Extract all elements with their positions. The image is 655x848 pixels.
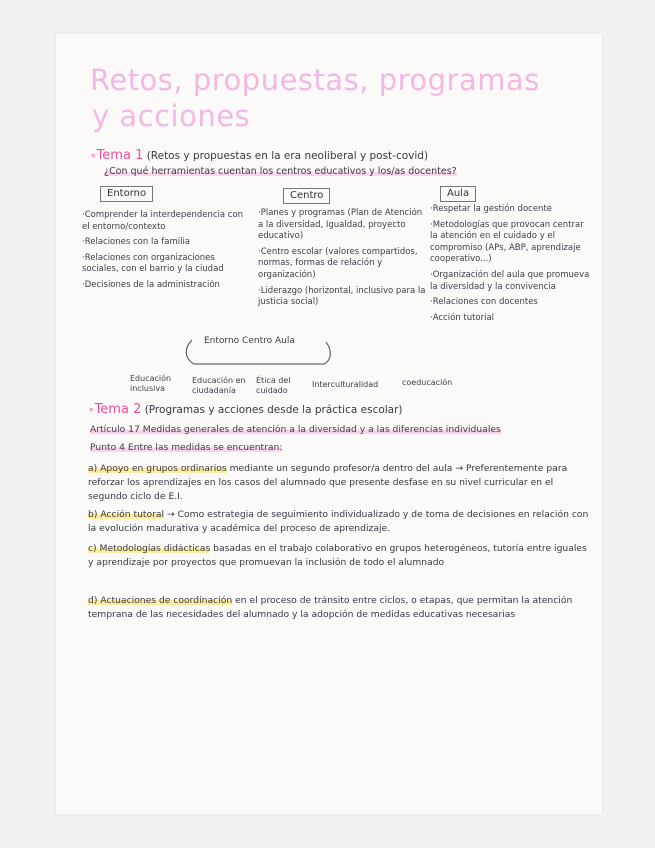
measure-c-text: basadas en el trabajo colaborativo en grupos heterogéneos, tutoría entre iguales y aprendizaje por proyectos que promuevan la inclusión de todo el alumnado: [88, 543, 587, 568]
measure-a-label: a) Apoyo en grupos ordinarios: [88, 463, 227, 474]
tema1-subtitle: (Retos y propuestas en la era neoliberal y post-covid): [146, 150, 429, 162]
aula-item: ·Organización del aula que promueva la diversidad y la convivencia: [430, 269, 590, 292]
measure-d-text: en el proceso de tránsito entre ciclos, o etapas, que permitan la atención temprana de las necesidades del alumnado y la adopción de medidas educativas necesarias: [88, 595, 573, 620]
measure-d: [88, 594, 593, 622]
measure-c-label: c) Metodologías didácticas: [88, 543, 211, 554]
measure-a-text: mediante un segundo profesor/a dentro del aula → Preferentemente para reforzar los aprendizajes en los casos del alumnado que presente desfase en su nivel curricular en el segundo ciclo de E.I.: [88, 463, 568, 502]
entorno-item: ·Relaciones con organizaciones sociales, con el barrio y la ciudad: [82, 252, 224, 275]
centro-item: ·Centro escolar (valores compartidos, normas, formas de relación y organización): [258, 246, 418, 280]
measure-b: [88, 508, 593, 536]
brace-labels: Entorno Centro Aula: [204, 336, 295, 346]
centro-item: ·Liderazgo (horizontal, inclusivo para la justicia social): [258, 285, 426, 308]
tema1-heading: Tema 1: [96, 148, 144, 163]
aula-item: ·Metodologías que provocan centrar la atención en el cuidado y el compromiso (APs, ABP, aprendizaje cooperativo...): [430, 219, 584, 265]
term-4: Interculturalidad: [312, 380, 379, 389]
term-3: Ética del cuidado: [256, 376, 291, 395]
entorno-item: ·Comprender la interdependencia con el entorno/contexto: [82, 210, 244, 232]
measure-b-text: → Como estrategia de seguimiento individualizado y de toma de decisiones en relación con la evolución madurativa y académica del proceso de aprendizaje.: [88, 509, 589, 534]
brace-icon: [184, 338, 334, 368]
tema2-heading: Tema 2: [94, 402, 142, 417]
tema2-heading-row: [88, 402, 403, 417]
aula-item: ·Acción tutorial: [430, 312, 495, 323]
page-title-line2: y acciones: [92, 99, 251, 133]
aula-item: ·Respetar la gestión docente: [430, 204, 553, 214]
box-centro: Centro: [283, 188, 330, 204]
box-entorno: Entorno: [100, 186, 153, 202]
tema1-question: ¿Con qué herramientas cuentan los centros educativos y los/as docentes?: [104, 166, 457, 177]
bullet-dot-icon: ∘: [88, 404, 95, 416]
tema1-heading-row: [90, 148, 428, 163]
aula-list: [430, 204, 590, 328]
measure-d-label: d) Actuaciones de coordinación: [88, 595, 233, 606]
tema2-subtitle: (Programas y acciones desde la práctica escolar): [144, 404, 403, 416]
entorno-list: [82, 210, 252, 296]
measure-b-label: b) Acción tutoral: [88, 509, 165, 520]
aula-item: ·Relaciones con docentes: [430, 297, 538, 308]
centro-list: [258, 208, 428, 313]
bullet-dot-icon: ∘: [90, 150, 97, 162]
term-1: Educación inclusiva: [130, 374, 172, 393]
term-5: coeducación: [402, 378, 453, 387]
tema2-punto: Punto 4 Entre las medidas se encuentran:: [90, 442, 283, 453]
page-title-line1: Retos, propuestas, programas: [90, 63, 540, 97]
measure-c: [88, 542, 593, 570]
centro-item: ·Planes y programas (Plan de Atención a la diversidad, Igualdad, proyecto educativo): [258, 208, 423, 242]
entorno-item: ·Decisiones de la administración: [82, 279, 220, 290]
term-2: Educación en ciudadanía: [192, 376, 246, 395]
tema2-article: Artículo 17 Medidas generales de atención a la diversidad y a las diferencias individuales: [90, 424, 501, 435]
entorno-item: ·Relaciones con la familia: [82, 237, 191, 248]
box-aula: Aula: [440, 186, 476, 202]
measure-a: [88, 462, 593, 504]
